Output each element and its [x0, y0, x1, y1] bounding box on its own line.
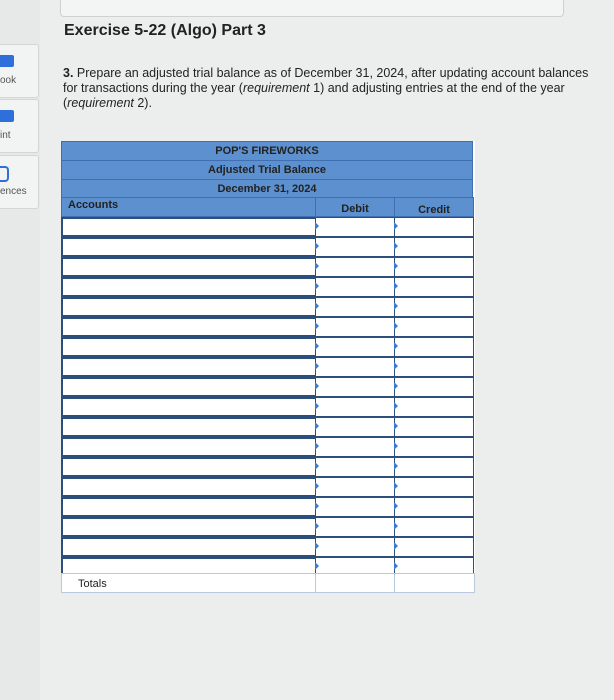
- debit-header-label: Debit: [341, 203, 369, 215]
- credit-input[interactable]: [394, 237, 474, 257]
- credit-input[interactable]: [394, 517, 474, 537]
- table-row: [61, 217, 475, 237]
- debit-input[interactable]: [315, 317, 395, 337]
- account-input[interactable]: [61, 497, 317, 517]
- cell-marker-icon: [315, 422, 319, 430]
- account-input[interactable]: [61, 277, 317, 297]
- book-icon: [0, 55, 14, 67]
- cell-marker-icon: [315, 242, 319, 250]
- account-input[interactable]: [61, 257, 317, 277]
- sidebar-item-ebook[interactable]: [0, 44, 39, 98]
- table-row: [61, 377, 475, 397]
- credit-input[interactable]: [394, 397, 474, 417]
- cell-marker-icon: [315, 462, 319, 470]
- left-sidebar: [0, 0, 40, 700]
- debit-input[interactable]: [315, 457, 395, 477]
- debit-total-cell: [315, 573, 395, 593]
- debit-input[interactable]: [315, 257, 395, 277]
- sidebar-item-references[interactable]: [0, 155, 39, 209]
- totals-row: [61, 573, 475, 593]
- print-icon: [0, 110, 14, 122]
- debit-input[interactable]: [315, 537, 395, 557]
- cell-marker-icon: [394, 522, 398, 530]
- accounts-header-label: Accounts: [68, 199, 119, 211]
- page-title: Exercise 5-22 (Algo) Part 3: [64, 22, 266, 39]
- cell-marker-icon: [315, 322, 319, 330]
- credit-input[interactable]: [394, 317, 474, 337]
- account-input[interactable]: [61, 457, 317, 477]
- cell-marker-icon: [315, 382, 319, 390]
- instructions-text-2: 1) and adjusting entries at the end of the year (: [63, 81, 565, 110]
- credit-input[interactable]: [394, 257, 474, 277]
- account-input[interactable]: [61, 477, 317, 497]
- cell-marker-icon: [394, 222, 398, 230]
- sidebar-item-label: ook: [0, 75, 17, 86]
- cell-marker-icon: [394, 442, 398, 450]
- account-input[interactable]: [61, 357, 317, 377]
- cell-marker-icon: [394, 322, 398, 330]
- cell-marker-icon: [394, 282, 398, 290]
- table-row: [61, 357, 475, 377]
- cell-marker-icon: [394, 542, 398, 550]
- debit-input[interactable]: [315, 477, 395, 497]
- cell-marker-icon: [394, 382, 398, 390]
- cell-marker-icon: [315, 362, 319, 370]
- cell-marker-icon: [394, 462, 398, 470]
- accounts-column-header: [61, 197, 316, 217]
- debit-input[interactable]: [315, 217, 395, 237]
- credit-input[interactable]: [394, 437, 474, 457]
- account-input[interactable]: [61, 397, 317, 417]
- account-input[interactable]: [61, 417, 317, 437]
- trial-balance-worksheet: [61, 141, 475, 593]
- account-input[interactable]: [61, 297, 317, 317]
- cell-marker-icon: [315, 442, 319, 450]
- cell-marker-icon: [315, 302, 319, 310]
- instructions-text-1: Prepare an adjusted trial balance as of December 31, 2024, after updating account balances for transactions during the year (: [63, 66, 589, 95]
- debit-input[interactable]: [315, 437, 395, 457]
- top-panel-edge: [60, 0, 564, 17]
- instructions: [63, 66, 591, 111]
- sidebar-item-label: ences: [0, 186, 27, 197]
- cell-marker-icon: [394, 342, 398, 350]
- credit-input[interactable]: [394, 477, 474, 497]
- table-row: [61, 297, 475, 317]
- credit-input[interactable]: [394, 497, 474, 517]
- debit-input[interactable]: [315, 357, 395, 377]
- table-row: [61, 517, 475, 537]
- table-row: [61, 497, 475, 517]
- account-input[interactable]: [61, 237, 317, 257]
- sidebar-item-label: int: [0, 130, 11, 141]
- report-date: December 31, 2024: [61, 179, 473, 198]
- cell-marker-icon: [315, 262, 319, 270]
- cell-marker-icon: [394, 262, 398, 270]
- debit-input[interactable]: [315, 397, 395, 417]
- company-name: POP'S FIREWORKS: [61, 141, 473, 161]
- instructions-text-3: 2).: [133, 96, 152, 110]
- account-input[interactable]: [61, 537, 317, 557]
- instructions-emphasis-1: requirement: [242, 81, 310, 95]
- debit-input[interactable]: [315, 517, 395, 537]
- cell-marker-icon: [394, 242, 398, 250]
- table-row: [61, 237, 475, 257]
- table-row: [61, 457, 475, 477]
- table-row: [61, 477, 475, 497]
- report-title: Adjusted Trial Balance: [61, 160, 473, 180]
- table-row: [61, 317, 475, 337]
- credit-input[interactable]: [394, 297, 474, 317]
- credit-column-header: [394, 197, 474, 217]
- cell-marker-icon: [315, 482, 319, 490]
- cell-marker-icon: [394, 402, 398, 410]
- cell-marker-icon: [394, 362, 398, 370]
- account-input[interactable]: [61, 337, 317, 357]
- debit-input[interactable]: [315, 497, 395, 517]
- credit-input[interactable]: [394, 217, 474, 237]
- account-input[interactable]: [61, 437, 317, 457]
- table-row: [61, 417, 475, 437]
- sidebar-item-print[interactable]: [0, 99, 39, 153]
- debit-input[interactable]: [315, 277, 395, 297]
- totals-label-cell: [61, 573, 316, 593]
- cell-marker-icon: [394, 502, 398, 510]
- table-row: [61, 397, 475, 417]
- cell-marker-icon: [315, 342, 319, 350]
- credit-input[interactable]: [394, 377, 474, 397]
- cell-marker-icon: [315, 502, 319, 510]
- debit-input[interactable]: [315, 417, 395, 437]
- table-row: [61, 277, 475, 297]
- account-input[interactable]: [61, 517, 317, 537]
- table-row: [61, 337, 475, 357]
- table-row: [61, 537, 475, 557]
- debit-input[interactable]: [315, 297, 395, 317]
- credit-input[interactable]: [394, 417, 474, 437]
- cell-marker-icon: [315, 522, 319, 530]
- table-row: [61, 437, 475, 457]
- debit-column-header: [315, 197, 395, 217]
- table-row: [61, 257, 475, 277]
- cell-marker-icon: [315, 542, 319, 550]
- credit-input[interactable]: [394, 337, 474, 357]
- credit-input[interactable]: [394, 277, 474, 297]
- cell-marker-icon: [315, 222, 319, 230]
- credit-header-label: Credit: [418, 204, 450, 216]
- account-input[interactable]: [61, 217, 317, 237]
- credit-total-cell: [394, 573, 475, 593]
- references-icon: [0, 166, 9, 182]
- account-input[interactable]: [61, 317, 317, 337]
- debit-input[interactable]: [315, 377, 395, 397]
- debit-input[interactable]: [315, 237, 395, 257]
- cell-marker-icon: [315, 282, 319, 290]
- cell-marker-icon: [394, 422, 398, 430]
- cell-marker-icon: [315, 562, 319, 570]
- cell-marker-icon: [394, 302, 398, 310]
- totals-label: Totals: [78, 578, 107, 590]
- account-input[interactable]: [61, 377, 317, 397]
- cell-marker-icon: [394, 482, 398, 490]
- instructions-emphasis-2: requirement: [67, 96, 134, 110]
- requirement-number: 3.: [63, 66, 74, 80]
- debit-input[interactable]: [315, 337, 395, 357]
- cell-marker-icon: [394, 562, 398, 570]
- credit-input[interactable]: [394, 537, 474, 557]
- cell-marker-icon: [315, 402, 319, 410]
- credit-input[interactable]: [394, 457, 474, 477]
- credit-input[interactable]: [394, 357, 474, 377]
